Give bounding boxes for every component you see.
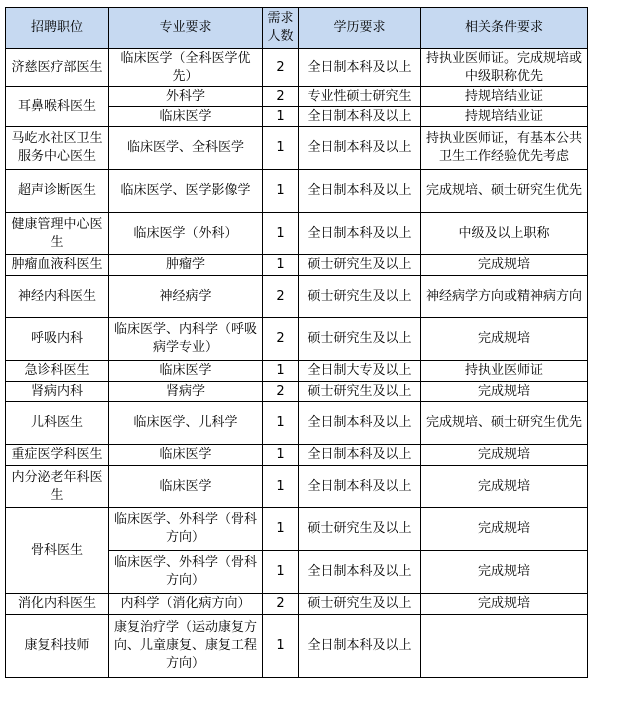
table-row bbox=[6, 361, 588, 382]
table-row bbox=[6, 49, 588, 87]
header-position: 招聘职位 bbox=[6, 8, 109, 49]
table-row bbox=[6, 466, 588, 508]
conditions-cell: 中级及以上职称 bbox=[421, 213, 588, 255]
conditions-cell: 完成规培 bbox=[421, 594, 588, 615]
conditions-cell: 持执业医师证 bbox=[421, 361, 588, 382]
position-cell: 超声诊断医生 bbox=[6, 170, 109, 213]
major-cell: 肿瘤学 bbox=[109, 255, 263, 276]
count-cell: 1 bbox=[263, 551, 299, 594]
major-cell: 临床医学 bbox=[109, 445, 263, 466]
conditions-cell bbox=[421, 615, 588, 678]
major-cell: 临床医学、全科医学 bbox=[109, 127, 263, 170]
major-cell: 临床医学、外科学（骨科方向） bbox=[109, 551, 263, 594]
position-cell: 骨科医生 bbox=[6, 508, 109, 594]
header-conditions: 相关条件要求 bbox=[421, 8, 588, 49]
table-row bbox=[6, 87, 588, 107]
education-cell: 全日制本科及以上 bbox=[299, 402, 421, 445]
major-cell: 临床医学 bbox=[109, 107, 263, 127]
count-cell: 1 bbox=[263, 615, 299, 678]
table-row bbox=[6, 170, 588, 213]
count-cell: 2 bbox=[263, 382, 299, 402]
conditions-cell: 持规培结业证 bbox=[421, 107, 588, 127]
position-cell: 健康管理中心医生 bbox=[6, 213, 109, 255]
education-cell: 硕士研究生及以上 bbox=[299, 318, 421, 361]
education-cell: 硕士研究生及以上 bbox=[299, 255, 421, 276]
education-cell: 全日制本科及以上 bbox=[299, 445, 421, 466]
major-cell: 内科学（消化病方向） bbox=[109, 594, 263, 615]
table-row bbox=[6, 594, 588, 615]
position-cell: 肿瘤血液科医生 bbox=[6, 255, 109, 276]
count-cell: 2 bbox=[263, 87, 299, 107]
education-cell: 全日制本科及以上 bbox=[299, 615, 421, 678]
count-cell: 1 bbox=[263, 508, 299, 551]
major-cell: 临床医学 bbox=[109, 466, 263, 508]
education-cell: 硕士研究生及以上 bbox=[299, 508, 421, 551]
major-cell: 临床医学、内科学（呼吸病学专业） bbox=[109, 318, 263, 361]
position-cell: 儿科医生 bbox=[6, 402, 109, 445]
conditions-cell: 完成规培 bbox=[421, 551, 588, 594]
table-row bbox=[6, 445, 588, 466]
count-cell: 2 bbox=[263, 318, 299, 361]
header-major: 专业要求 bbox=[109, 8, 263, 49]
major-cell: 临床医学、外科学（骨科方向） bbox=[109, 508, 263, 551]
table-row bbox=[6, 276, 588, 318]
table-row bbox=[6, 382, 588, 402]
education-cell: 全日制本科及以上 bbox=[299, 170, 421, 213]
major-cell: 肾病学 bbox=[109, 382, 263, 402]
education-cell: 全日制本科及以上 bbox=[299, 107, 421, 127]
count-cell: 2 bbox=[263, 276, 299, 318]
count-cell: 1 bbox=[263, 213, 299, 255]
education-cell: 全日制本科及以上 bbox=[299, 49, 421, 87]
major-cell: 临床医学、医学影像学 bbox=[109, 170, 263, 213]
major-cell: 神经病学 bbox=[109, 276, 263, 318]
education-cell: 硕士研究生及以上 bbox=[299, 382, 421, 402]
count-cell: 1 bbox=[263, 170, 299, 213]
position-cell: 济慈医疗部医生 bbox=[6, 49, 109, 87]
major-cell: 外科学 bbox=[109, 87, 263, 107]
count-cell: 1 bbox=[263, 127, 299, 170]
conditions-cell: 持规培结业证 bbox=[421, 87, 588, 107]
table-row bbox=[6, 213, 588, 255]
position-cell: 神经内科医生 bbox=[6, 276, 109, 318]
conditions-cell: 完成规培、硕士研究生优先 bbox=[421, 170, 588, 213]
table-header-row bbox=[6, 8, 588, 49]
conditions-cell: 完成规培 bbox=[421, 445, 588, 466]
table-row bbox=[6, 402, 588, 445]
position-cell: 消化内科医生 bbox=[6, 594, 109, 615]
position-cell: 耳鼻喉科医生 bbox=[6, 87, 109, 127]
education-cell: 全日制本科及以上 bbox=[299, 551, 421, 594]
major-cell: 康复治疗学（运动康复方向、儿童康复、康复工程方向） bbox=[109, 615, 263, 678]
count-cell: 1 bbox=[263, 361, 299, 382]
position-cell: 急诊科医生 bbox=[6, 361, 109, 382]
education-cell: 全日制本科及以上 bbox=[299, 127, 421, 170]
position-cell: 呼吸内科 bbox=[6, 318, 109, 361]
education-cell: 全日制本科及以上 bbox=[299, 213, 421, 255]
position-cell: 重症医学科医生 bbox=[6, 445, 109, 466]
position-cell: 马屹水社区卫生服务中心医生 bbox=[6, 127, 109, 170]
count-cell: 1 bbox=[263, 466, 299, 508]
count-cell: 2 bbox=[263, 594, 299, 615]
education-cell: 硕士研究生及以上 bbox=[299, 594, 421, 615]
education-cell: 专业性硕士研究生 bbox=[299, 87, 421, 107]
count-cell: 1 bbox=[263, 107, 299, 127]
conditions-cell: 完成规培 bbox=[421, 508, 588, 551]
conditions-cell: 神经病学方向或精神病方向 bbox=[421, 276, 588, 318]
major-cell: 临床医学 bbox=[109, 361, 263, 382]
major-cell: 临床医学、儿科学 bbox=[109, 402, 263, 445]
education-cell: 全日制本科及以上 bbox=[299, 466, 421, 508]
major-cell: 临床医学（全科医学优先） bbox=[109, 49, 263, 87]
conditions-cell: 持执业医师证。完成规培或中级职称优先 bbox=[421, 49, 588, 87]
position-cell: 康复科技师 bbox=[6, 615, 109, 678]
table-row bbox=[6, 255, 588, 276]
position-cell: 肾病内科 bbox=[6, 382, 109, 402]
major-cell: 临床医学（外科） bbox=[109, 213, 263, 255]
conditions-cell: 完成规培 bbox=[421, 255, 588, 276]
conditions-cell: 完成规培、硕士研究生优先 bbox=[421, 402, 588, 445]
conditions-cell: 完成规培 bbox=[421, 318, 588, 361]
conditions-cell: 完成规培 bbox=[421, 466, 588, 508]
table-row bbox=[6, 127, 588, 170]
table-row bbox=[6, 615, 588, 678]
conditions-cell: 持执业医师证，有基本公共卫生工作经验优先考虑 bbox=[421, 127, 588, 170]
count-cell: 2 bbox=[263, 49, 299, 87]
education-cell: 硕士研究生及以上 bbox=[299, 276, 421, 318]
count-cell: 1 bbox=[263, 255, 299, 276]
header-count: 需求人数 bbox=[263, 8, 299, 49]
header-education: 学历要求 bbox=[299, 8, 421, 49]
recruitment-table bbox=[5, 7, 588, 678]
position-cell: 内分泌老年科医生 bbox=[6, 466, 109, 508]
conditions-cell: 完成规培 bbox=[421, 382, 588, 402]
count-cell: 1 bbox=[263, 402, 299, 445]
table-row bbox=[6, 318, 588, 361]
table-row bbox=[6, 508, 588, 551]
education-cell: 全日制大专及以上 bbox=[299, 361, 421, 382]
count-cell: 1 bbox=[263, 445, 299, 466]
